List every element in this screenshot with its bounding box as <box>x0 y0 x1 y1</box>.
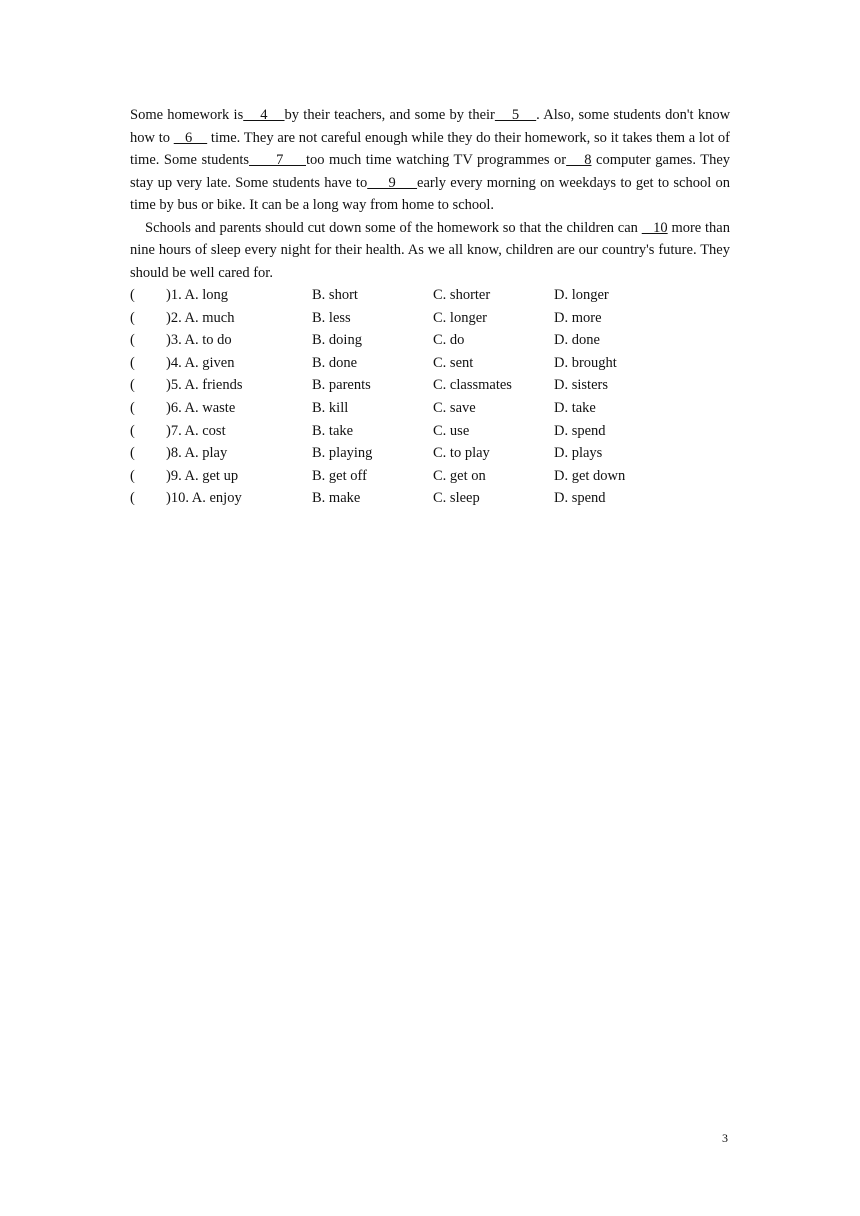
document-body <box>130 104 730 510</box>
option-a: )2. A. much <box>166 309 235 326</box>
answer-paren: ( <box>130 399 135 416</box>
option-a: )10. A. enjoy <box>166 490 242 507</box>
option-d: D. longer <box>554 287 609 303</box>
option-c: C. to play <box>433 445 490 462</box>
passage-text: computer games. They stay up very late. Some students have to <box>130 152 731 191</box>
page-number: 3 <box>722 1131 728 1145</box>
option-d: D. more <box>554 309 602 326</box>
blank-10: 10 <box>641 219 668 236</box>
option-b: B. doing <box>312 332 362 349</box>
answer-paren: ( <box>130 467 135 484</box>
option-c: C. shorter <box>433 287 491 303</box>
option-b: B. done <box>312 354 358 371</box>
option-a: )6. A. waste <box>166 399 236 416</box>
option-d: D. sisters <box>554 377 608 394</box>
question-row-9 <box>130 465 730 488</box>
option-c: C. get on <box>433 467 486 484</box>
answer-paren: ( <box>130 287 135 303</box>
option-d: D. take <box>554 399 596 416</box>
passage-text: too much time watching TV programmes or <box>305 152 567 168</box>
option-d: D. spend <box>554 490 606 507</box>
passage-paragraph-2 <box>130 217 730 285</box>
blank-6: 6 <box>173 129 208 146</box>
passage-text: time. They are not careful enough while they do their homework, so it takes them a lot of time. Some students <box>130 129 731 168</box>
question-row-6 <box>130 397 730 420</box>
question-row-3 <box>130 329 730 352</box>
answer-paren: ( <box>130 332 135 349</box>
passage-text: more than nine hours of sleep every night for their health. As we all know, children are our country's future. They should be well cared for. <box>130 219 730 281</box>
question-row-5 <box>130 374 730 397</box>
option-b: B. take <box>312 422 354 439</box>
passage-text: by their teachers, and some by their <box>284 107 495 123</box>
option-a: )3. A. to do <box>166 332 232 349</box>
option-b: B. short <box>312 287 358 303</box>
option-a: )7. A. cost <box>166 422 226 439</box>
option-c: C. do <box>433 332 465 349</box>
passage-paragraph-1 <box>130 104 730 217</box>
option-c: C. save <box>433 399 476 416</box>
option-b: B. kill <box>312 399 349 416</box>
option-b: B. get off <box>312 467 367 484</box>
option-a: )8. A. play <box>166 445 228 462</box>
option-a: )9. A. get up <box>166 467 239 484</box>
option-a: )1. A. long <box>166 287 229 303</box>
option-b: B. make <box>312 490 361 507</box>
question-row-1 <box>130 284 730 307</box>
passage-text: Some homework is <box>130 107 244 123</box>
blank-5: 5 <box>494 107 537 123</box>
answer-paren: ( <box>130 490 135 507</box>
question-list <box>130 284 730 510</box>
blank-9: 9 <box>367 174 418 191</box>
option-c: C. sleep <box>433 490 480 507</box>
passage-text: . Also, some students don't know how to <box>130 107 731 146</box>
option-c: C. classmates <box>433 377 512 394</box>
blank-4: 4 <box>243 107 285 123</box>
option-a: )5. A. friends <box>166 377 243 394</box>
answer-paren: ( <box>130 445 135 462</box>
option-d: D. spend <box>554 422 606 439</box>
passage-text: early every morning on weekdays to get to school on time by bus or bike. It can be a long way from home to school. <box>130 174 730 213</box>
question-row-4 <box>130 352 730 375</box>
answer-paren: ( <box>130 377 135 394</box>
option-d: D. get down <box>554 467 626 484</box>
question-row-8 <box>130 442 730 465</box>
option-a: )4. A. given <box>166 354 235 371</box>
option-b: B. playing <box>312 445 373 462</box>
option-d: D. plays <box>554 445 603 462</box>
option-c: C. longer <box>433 309 487 326</box>
blank-7: 7 <box>249 152 306 168</box>
answer-paren: ( <box>130 422 135 439</box>
option-d: D. done <box>554 332 600 349</box>
option-c: C. use <box>433 422 470 439</box>
answer-paren: ( <box>130 309 135 326</box>
question-row-2 <box>130 307 730 330</box>
answer-paren: ( <box>130 354 135 371</box>
option-c: C. sent <box>433 354 474 371</box>
question-row-7 <box>130 420 730 443</box>
blank-8: 8 <box>566 152 592 168</box>
option-d: D. brought <box>554 354 617 371</box>
question-row-10 <box>130 487 730 510</box>
option-b: B. less <box>312 309 351 326</box>
passage-text: Schools and parents should cut down some of the homework so that the children can <box>145 219 642 236</box>
option-b: B. parents <box>312 377 371 394</box>
